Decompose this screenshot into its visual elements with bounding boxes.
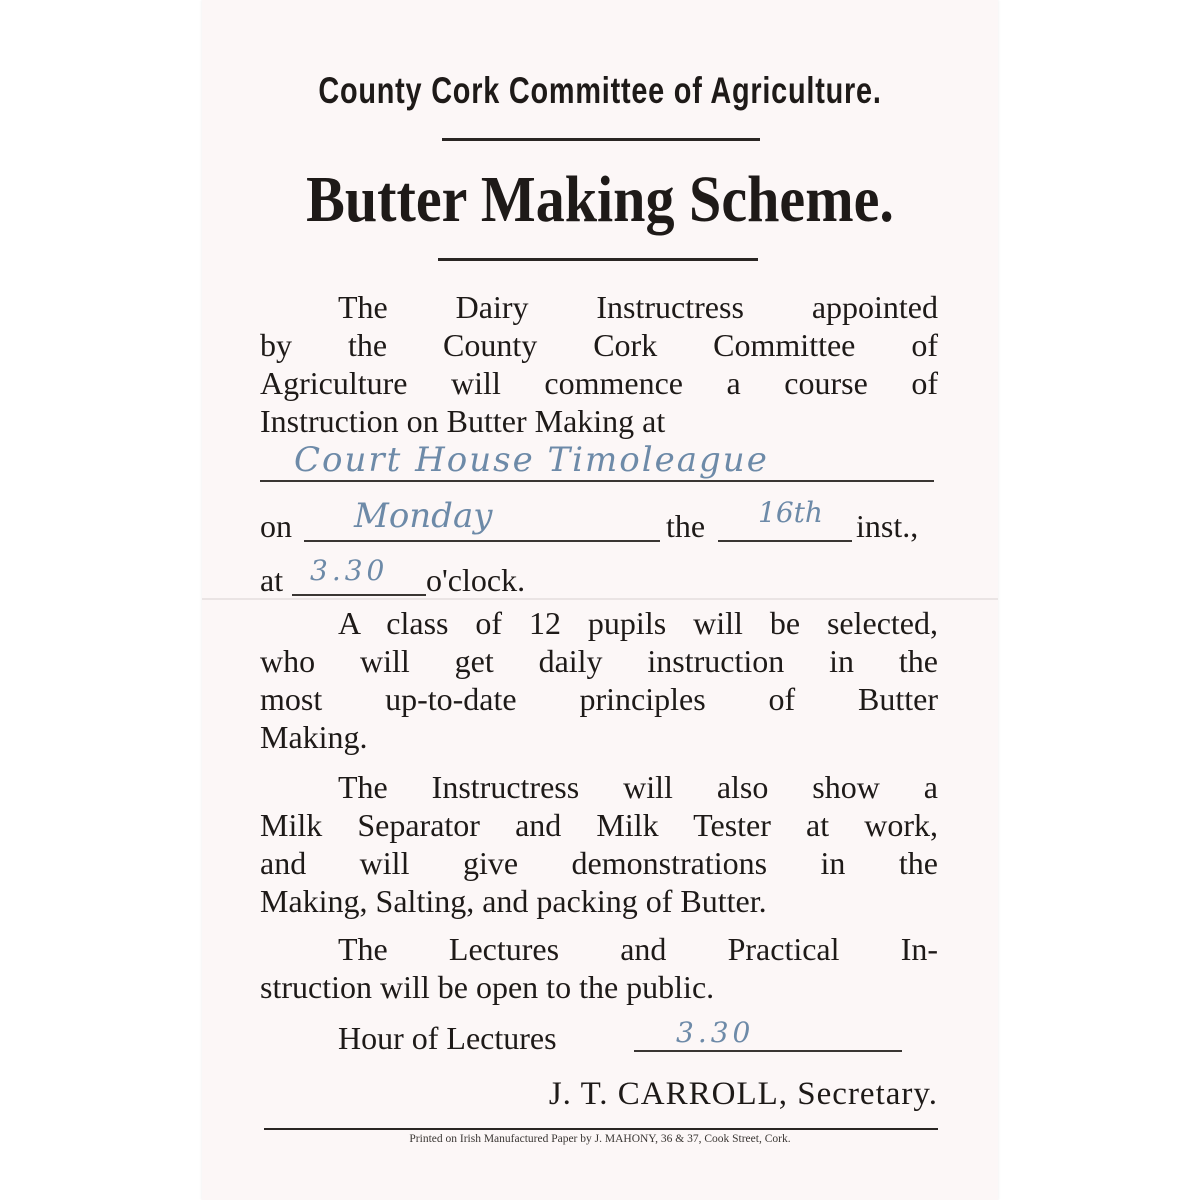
class-line: who will get daily instruction in the (260, 643, 938, 679)
fold-crease (202, 598, 998, 600)
class-line: Making. (260, 719, 368, 755)
secretary-signature: J. T. CARROLL, Secretary. (548, 1076, 938, 1112)
intro-line: The Dairy Instructress appointed (338, 289, 938, 325)
intro-line: Instruction on Butter Making at (260, 403, 666, 439)
demo-line: The Instructress will also show a (338, 769, 938, 805)
intro-line: by the County Cork Committee of (260, 327, 938, 363)
hours-handwritten: 3.30 (676, 1016, 755, 1049)
page-title: Butter Making Scheme. (306, 163, 894, 236)
intro-line: Agriculture will commence a course of (260, 365, 938, 401)
hours-blank (634, 1050, 902, 1052)
day-handwritten: Monday (354, 496, 493, 536)
date-handwritten: 16th (758, 496, 823, 529)
oclock-label: o'clock. (426, 562, 526, 598)
time-handwritten: 3.30 (310, 554, 389, 587)
demo-line: and will give demonstrations in the (260, 845, 938, 881)
public-line: The Lectures and Practical In- (338, 931, 938, 967)
public-line: struction will be open to the public. (260, 969, 715, 1005)
location-blank (260, 480, 934, 482)
inst-label: inst., (856, 508, 919, 544)
printer-imprint: Printed on Irish Manufactured Paper by J. MAHONY, 36 & 37, Cook Street, Cork. (409, 1133, 791, 1145)
public-paragraph (260, 930, 938, 1006)
day-blank (304, 540, 660, 542)
notice-sheet (202, 0, 998, 1200)
demo-paragraph (260, 768, 938, 920)
heading-rule-bottom (438, 258, 758, 261)
committee-heading: County Cork Committee of Agriculture. (318, 70, 882, 111)
demo-line: Making, Salting, and packing of Butter. (260, 883, 767, 919)
footer-rule (264, 1128, 938, 1130)
the-label: the (666, 508, 706, 544)
date-blank (718, 540, 852, 542)
location-handwritten: Court House Timoleague (294, 440, 769, 480)
time-blank (292, 594, 426, 596)
on-label: on (260, 508, 292, 544)
at-label: at (260, 562, 284, 598)
demo-line: Milk Separator and Milk Tester at work, (260, 807, 938, 843)
heading-rule-top (442, 138, 760, 141)
intro-paragraph (260, 288, 938, 440)
class-line: A class of 12 pupils will be selected, (338, 605, 938, 641)
hours-row (338, 1020, 557, 1057)
hours-label: Hour of Lectures (338, 1020, 557, 1056)
class-paragraph (260, 604, 938, 756)
class-line: most up-to-date principles of Butter (260, 681, 938, 717)
